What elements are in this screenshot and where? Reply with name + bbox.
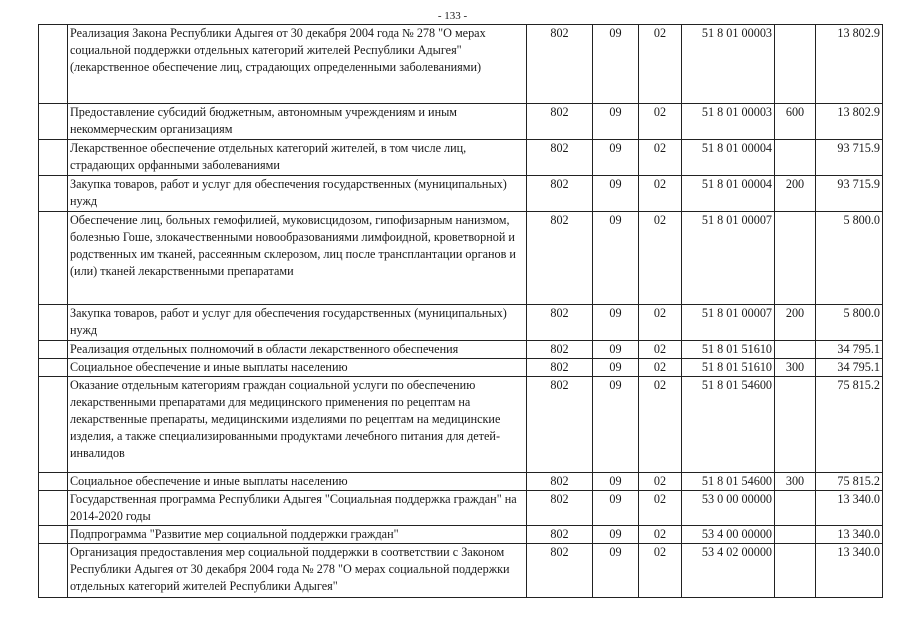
expense-type-cell [775, 491, 816, 526]
expense-type-cell [775, 25, 816, 104]
table-row [39, 473, 883, 491]
item-name-cell: Предоставление субсидий бюджетным, автономным учреждениям и иным некоммерческим организациям [68, 104, 527, 140]
amount-cell: 75 815.2 [816, 377, 883, 473]
budget-table [38, 24, 883, 598]
row-number-cell [39, 176, 68, 212]
ministry-code-cell: 802 [527, 377, 593, 473]
target-article-cell: 53 4 00 00000 [682, 526, 775, 544]
item-name-cell: Закупка товаров, работ и услуг для обеспечения государственных (муниципальных) нужд [68, 305, 527, 341]
item-name-cell: Реализация отдельных полномочий в области лекарственного обеспечения [68, 341, 527, 359]
section-code-cell: 09 [593, 544, 639, 598]
row-number-cell [39, 544, 68, 598]
amount-cell: 34 795.1 [816, 359, 883, 377]
section-code-cell: 09 [593, 176, 639, 212]
ministry-code-cell: 802 [527, 305, 593, 341]
page-number: - 133 - [437, 10, 468, 22]
ministry-code-cell: 802 [527, 25, 593, 104]
item-name-cell: Государственная программа Республики Адыгея "Социальная поддержка граждан" на 2014-2020 годы [68, 491, 527, 526]
amount-cell: 93 715.9 [816, 176, 883, 212]
amount-cell: 13 340.0 [816, 491, 883, 526]
item-name-cell: Социальное обеспечение и иные выплаты населению [68, 473, 527, 491]
subsection-code-cell: 02 [639, 305, 682, 341]
ministry-code-cell: 802 [527, 473, 593, 491]
section-code-cell: 09 [593, 473, 639, 491]
target-article-cell: 53 4 02 00000 [682, 544, 775, 598]
item-name-cell: Обеспечение лиц, больных гемофилией, муковисцидозом, гипофизарным нанизмом, болезнью Гоше, злокачественными новообразованиями лимфоидной, кроветворной и родственных им тканей, рассеянным склерозом, лиц после трансплантации органов и (или) тканей лекарственными препаратами [68, 212, 527, 305]
amount-cell: 93 715.9 [816, 140, 883, 176]
subsection-code-cell: 02 [639, 473, 682, 491]
budget-table-body [39, 25, 883, 598]
section-code-cell: 09 [593, 491, 639, 526]
amount-cell: 13 340.0 [816, 544, 883, 598]
ministry-code-cell: 802 [527, 104, 593, 140]
subsection-code-cell: 02 [639, 491, 682, 526]
amount-cell: 34 795.1 [816, 341, 883, 359]
subsection-code-cell: 02 [639, 212, 682, 305]
target-article-cell: 51 8 01 54600 [682, 377, 775, 473]
target-article-cell: 51 8 01 51610 [682, 341, 775, 359]
subsection-code-cell: 02 [639, 359, 682, 377]
section-code-cell: 09 [593, 359, 639, 377]
expense-type-cell: 200 [775, 305, 816, 341]
subsection-code-cell: 02 [639, 140, 682, 176]
row-number-cell [39, 140, 68, 176]
section-code-cell: 09 [593, 305, 639, 341]
item-name-cell: Реализация Закона Республики Адыгея от 30 декабря 2004 года № 278 "О мерах социальной поддержки отдельных категорий жителей Республики Адыгея" (лекарственное обеспечение лиц, страдающих определенными заболеваниями) [68, 25, 527, 104]
subsection-code-cell: 02 [639, 25, 682, 104]
subsection-code-cell: 02 [639, 526, 682, 544]
expense-type-cell: 300 [775, 359, 816, 377]
section-code-cell: 09 [593, 140, 639, 176]
row-number-cell [39, 212, 68, 305]
item-name-cell: Социальное обеспечение и иные выплаты населению [68, 359, 527, 377]
section-code-cell: 09 [593, 341, 639, 359]
amount-cell: 5 800.0 [816, 305, 883, 341]
expense-type-cell [775, 341, 816, 359]
target-article-cell: 51 8 01 00007 [682, 305, 775, 341]
target-article-cell: 51 8 01 51610 [682, 359, 775, 377]
target-article-cell: 51 8 01 00003 [682, 25, 775, 104]
item-name-cell: Организация предоставления мер социальной поддержки в соответствии с Законом Республики Адыгея от 30 декабря 2004 года № 278 "О мерах социальной поддержки отдельных категорий жителей Республики Адыгея" [68, 544, 527, 598]
amount-cell: 75 815.2 [816, 473, 883, 491]
table-row [39, 377, 883, 473]
row-number-cell [39, 25, 68, 104]
expense-type-cell [775, 140, 816, 176]
table-row [39, 176, 883, 212]
row-number-cell [39, 377, 68, 473]
row-number-cell [39, 359, 68, 377]
section-code-cell: 09 [593, 104, 639, 140]
table-row [39, 544, 883, 598]
section-code-cell: 09 [593, 212, 639, 305]
target-article-cell: 51 8 01 00004 [682, 140, 775, 176]
ministry-code-cell: 802 [527, 526, 593, 544]
row-number-cell [39, 341, 68, 359]
row-number-cell [39, 473, 68, 491]
amount-cell: 5 800.0 [816, 212, 883, 305]
table-row [39, 305, 883, 341]
expense-type-cell [775, 212, 816, 305]
ministry-code-cell: 802 [527, 140, 593, 176]
expense-type-cell: 200 [775, 176, 816, 212]
item-name-cell: Оказание отдельным категориям граждан социальной услуги по обеспечению лекарственными препаратами для медицинского применения по рецептам на лекарственные препараты, медицинскими изделиями по рецептам на медицинские изделия, а также специализированными продуктами лечебного питания для детей-инвалидов [68, 377, 527, 473]
subsection-code-cell: 02 [639, 341, 682, 359]
table-row [39, 25, 883, 104]
subsection-code-cell: 02 [639, 176, 682, 212]
ministry-code-cell: 802 [527, 544, 593, 598]
section-code-cell: 09 [593, 25, 639, 104]
expense-type-cell [775, 377, 816, 473]
item-name-cell: Подпрограмма "Развитие мер социальной поддержки граждан" [68, 526, 527, 544]
ministry-code-cell: 802 [527, 212, 593, 305]
target-article-cell: 51 8 01 00003 [682, 104, 775, 140]
subsection-code-cell: 02 [639, 377, 682, 473]
target-article-cell: 51 8 01 00007 [682, 212, 775, 305]
target-article-cell: 51 8 01 00004 [682, 176, 775, 212]
expense-type-cell: 600 [775, 104, 816, 140]
amount-cell: 13 802.9 [816, 104, 883, 140]
expense-type-cell [775, 544, 816, 598]
table-row [39, 526, 883, 544]
row-number-cell [39, 491, 68, 526]
table-row [39, 212, 883, 305]
ministry-code-cell: 802 [527, 341, 593, 359]
target-article-cell: 51 8 01 54600 [682, 473, 775, 491]
expense-type-cell: 300 [775, 473, 816, 491]
table-row [39, 491, 883, 526]
expense-type-cell [775, 526, 816, 544]
row-number-cell [39, 305, 68, 341]
item-name-cell: Лекарственное обеспечение отдельных категорий жителей, в том числе лиц, страдающих орфанными заболеваниями [68, 140, 527, 176]
table-row [39, 140, 883, 176]
subsection-code-cell: 02 [639, 544, 682, 598]
section-code-cell: 09 [593, 526, 639, 544]
ministry-code-cell: 802 [527, 359, 593, 377]
row-number-cell [39, 104, 68, 140]
row-number-cell [39, 526, 68, 544]
target-article-cell: 53 0 00 00000 [682, 491, 775, 526]
item-name-cell: Закупка товаров, работ и услуг для обеспечения государственных (муниципальных) нужд [68, 176, 527, 212]
amount-cell: 13 802.9 [816, 25, 883, 104]
subsection-code-cell: 02 [639, 104, 682, 140]
table-row [39, 359, 883, 377]
section-code-cell: 09 [593, 377, 639, 473]
ministry-code-cell: 802 [527, 176, 593, 212]
table-row [39, 104, 883, 140]
amount-cell: 13 340.0 [816, 526, 883, 544]
ministry-code-cell: 802 [527, 491, 593, 526]
table-row [39, 341, 883, 359]
